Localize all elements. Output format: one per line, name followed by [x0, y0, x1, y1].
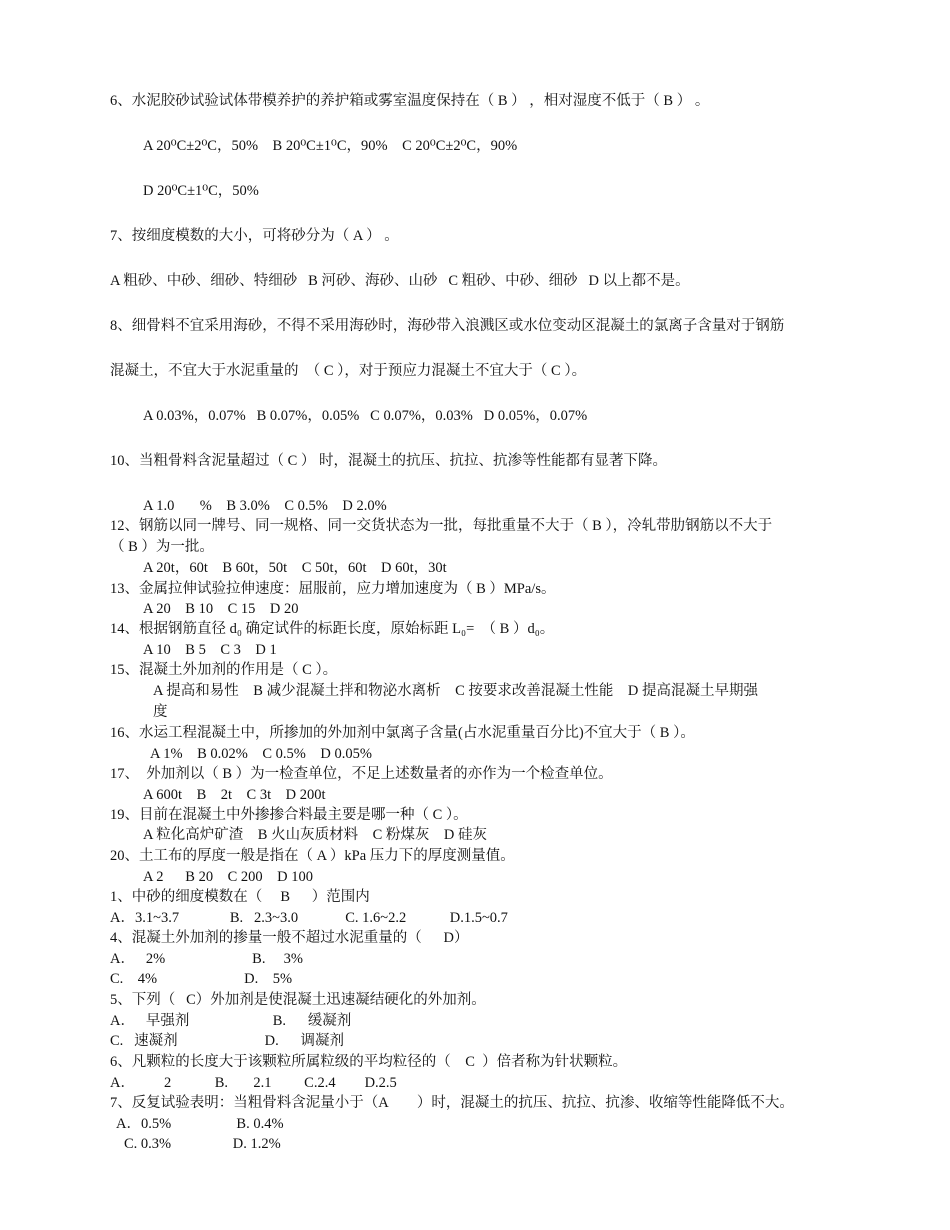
question-line: 19、目前在混凝土中外掺掺合料最主要是哪一种（ C ）。: [110, 807, 468, 823]
question-line: 14、根据钢筋直径 d₀ 确定试件的标距长度，原始标距 L₀= （ B ）d₀。: [110, 621, 555, 637]
question-line: 7、按细度模数的大小，可将砂分为（ A ） 。: [110, 228, 399, 244]
options-line: A． 早强剂 B. 缓凝剂: [110, 1013, 352, 1029]
options-line: A 1% B 0.02% C 0.5% D 0.05%: [150, 746, 372, 762]
question-line: 17、 外加剂以（ B ）为一检查单位，不足上述数量者的亦作为一个检查单位。: [110, 766, 613, 782]
options-line: 度: [153, 704, 168, 720]
options-line: A 2 B 20 C 200 D 100: [143, 869, 313, 885]
options-line: A 600t B 2t C 3t D 200t: [143, 787, 326, 803]
options-line: A． 2% B. 3%: [110, 951, 303, 967]
question-line: 15、混凝土外加剂的作用是（ C ）。: [110, 662, 338, 678]
question-line: 混凝土，不宜大于水泥重量的 （ C ），对于预应力混凝土不宜大于（ C ）。: [110, 363, 587, 379]
question-line: （ B ）为一批。: [110, 539, 214, 555]
options-line: C. 0.3% D. 1.2%: [124, 1136, 281, 1152]
question-line: 12、钢筋以同一牌号、同一规格、同一交货状态为一批，每批重量不大于（ B ），冷轧带肋钢筋以不大于: [110, 518, 773, 534]
options-line: A 20 B 10 C 15 D 20: [143, 601, 299, 617]
question-line: 6、凡颗粒的长度大于该颗粒所属粒级的平均粒径的（ C ）倍者称为针状颗粒。: [110, 1054, 628, 1070]
options-line: A 提高和易性 B 减少混凝土拌和物泌水离析 C 按要求改善混凝土性能 D 提高混凝土早期强: [153, 683, 758, 699]
options-line: A 粒化高炉矿渣 B 火山灰质材料 C 粉煤灰 D 硅灰: [143, 827, 487, 843]
options-line: D 20⁰C±1⁰C，50%: [143, 183, 259, 199]
options-line: A 0.03%，0.07% B 0.07%，0.05% C 0.07%，0.03% D 0.05%，0.07%: [143, 408, 588, 424]
question-line: 1、中砂的细度模数在（ B ）范围内: [110, 889, 370, 905]
options-line: A 20⁰C±2⁰C，50% B 20⁰C±1⁰C，90% C 20⁰C±2⁰C，90%: [143, 138, 518, 154]
options-line: A．3.1~3.7 B. 2.3~3.0 C. 1.6~2.2 D.1.5~0.7: [110, 910, 508, 926]
question-line: 6、水泥胶砂试验试体带模养护的养护箱或雾室温度保持在（ B ） ，相对湿度不低于（ B ） 。: [110, 93, 710, 109]
options-line: A 1.0 % B 3.0% C 0.5% D 2.0%: [143, 498, 387, 514]
question-line: 4、混凝土外加剂的掺量一般不超过水泥重量的（ D）: [110, 930, 469, 946]
options-line: A 10 B 5 C 3 D 1: [143, 642, 277, 658]
options-line: A．0.5% B. 0.4%: [116, 1116, 284, 1132]
options-line: C. 速凝剂 D. 调凝剂: [110, 1033, 345, 1049]
options-line: A 粗砂、中砂、细砂、特细砂 B 河砂、海砂、山砂 C 粗砂、中砂、细砂 D 以上都不是。: [110, 273, 690, 289]
question-line: 13、金属拉伸试验拉伸速度：屈服前，应力增加速度为（ B ）MPa/s。: [110, 581, 556, 597]
question-line: 16、水运工程混凝土中，所掺加的外加剂中氯离子含量(占水泥重量百分比)不宜大于（ B ）。: [110, 725, 695, 741]
question-line: 5、下列（ C）外加剂是使混凝土迅速凝结硬化的外加剂。: [110, 992, 486, 1008]
question-line: 7、反复试验表明：当粗骨料含泥量小于（A ）时，混凝土的抗压、抗拉、抗渗、收缩等性能降低不大。: [110, 1095, 794, 1111]
options-line: A 20t，60t B 60t，50t C 50t，60t D 60t，30t: [143, 560, 447, 576]
options-line: A． 2 B. 2.1 C.2.4 D.2.5: [110, 1075, 397, 1091]
question-line: 10、当粗骨料含泥量超过（ C ） 时，混凝土的抗压、抗拉、抗渗等性能都有显著下降。: [110, 453, 668, 469]
question-line: 8、细骨料不宜采用海砂，不得不采用海砂时，海砂带入浪溅区或水位变动区混凝土的氯离子含量对于钢筋: [110, 318, 785, 334]
options-line: C. 4% D. 5%: [110, 971, 293, 987]
question-line: 20、土工布的厚度一般是指在（ A ）kPa 压力下的厚度测量值。: [110, 848, 515, 864]
